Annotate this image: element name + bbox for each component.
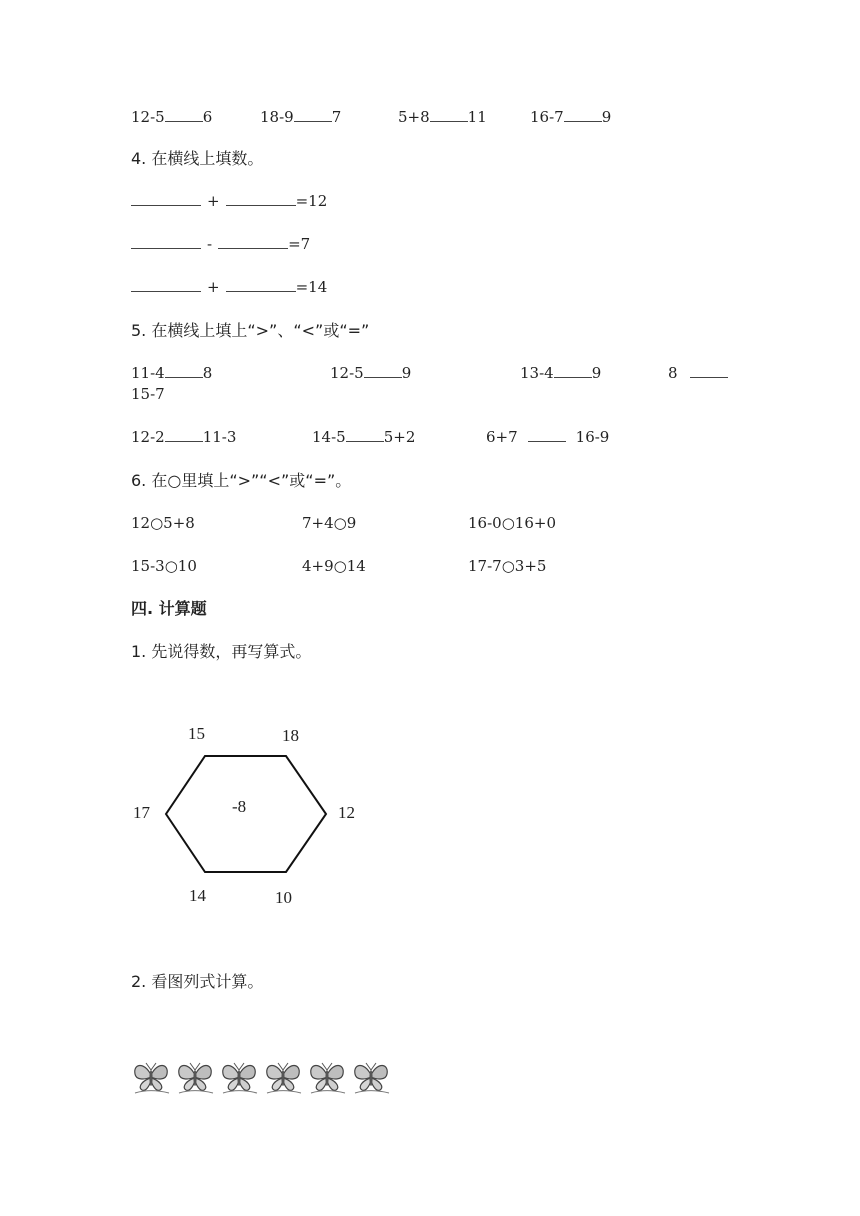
result: =12 xyxy=(295,192,328,210)
expr: 12-5 xyxy=(330,364,364,382)
expr: 12-5 xyxy=(131,108,165,126)
expr: 9 xyxy=(591,364,602,382)
q5-title: 5. 在横线上填上“>”、“<”或“=” xyxy=(131,321,370,340)
q6-item[interactable]: 7+4○9 xyxy=(302,514,357,532)
answer-blank[interactable] xyxy=(226,277,296,292)
expr: 5+8 xyxy=(398,108,430,126)
answer-blank[interactable] xyxy=(218,234,288,249)
answer-blank[interactable] xyxy=(364,363,402,378)
hex-number-left: 17 xyxy=(133,803,150,822)
expr: 18-9 xyxy=(260,108,294,126)
q5-item-wrap: 15-7 xyxy=(131,385,165,403)
section-title: 四. 计算题 xyxy=(131,599,207,618)
expr: 8 xyxy=(202,364,213,382)
top-row xyxy=(398,107,487,127)
top-row xyxy=(260,107,341,127)
q5-item xyxy=(330,363,411,383)
answer-blank[interactable] xyxy=(165,107,203,122)
hex-number-top-left: 15 xyxy=(188,724,205,743)
hexagon-figure xyxy=(160,750,335,880)
expr: 16-9 xyxy=(575,428,610,446)
expr: 5+2 xyxy=(383,428,416,446)
expr: 13-4 xyxy=(520,364,554,382)
q4-eq1 xyxy=(131,191,327,211)
q6-item[interactable]: 4+9○14 xyxy=(302,557,366,575)
butterfly-icon xyxy=(131,1060,171,1094)
q5-item xyxy=(131,363,212,383)
expr: 11-3 xyxy=(202,428,237,446)
answer-blank[interactable] xyxy=(528,427,566,442)
butterfly-icon xyxy=(219,1060,259,1094)
hex-center-operation: -8 xyxy=(232,797,247,816)
hex-number-bottom-left: 14 xyxy=(189,886,206,905)
answer-blank[interactable] xyxy=(131,191,201,206)
butterfly-icon xyxy=(175,1060,215,1094)
answer-blank[interactable] xyxy=(564,107,602,122)
answer-blank[interactable] xyxy=(430,107,468,122)
op: + xyxy=(207,192,220,210)
answer-blank[interactable] xyxy=(165,363,203,378)
answer-blank[interactable] xyxy=(554,363,592,378)
q6-item[interactable]: 17-7○3+5 xyxy=(468,557,547,575)
top-row xyxy=(131,107,212,127)
hex-number-top-right: 18 xyxy=(282,726,299,745)
expr: 11-4 xyxy=(131,364,165,382)
answer-blank[interactable] xyxy=(226,191,296,206)
answer-blank[interactable] xyxy=(165,427,203,442)
q4-title: 4. 在横线上填数。 xyxy=(131,149,264,168)
hex-number-right: 12 xyxy=(338,803,355,822)
expr: 11 xyxy=(467,108,487,126)
answer-blank[interactable] xyxy=(131,234,201,249)
q6-item[interactable]: 12○5+8 xyxy=(131,514,195,532)
q6-item[interactable]: 15-3○10 xyxy=(131,557,197,575)
q6-item[interactable]: 16-0○16+0 xyxy=(468,514,556,532)
expr: 14-5 xyxy=(312,428,346,446)
butterfly-icon xyxy=(307,1060,347,1094)
expr: 8 xyxy=(668,364,678,382)
expr: 9 xyxy=(401,364,412,382)
expr: 16-7 xyxy=(530,108,564,126)
hex-number-bottom-right: 10 xyxy=(275,888,292,907)
answer-blank[interactable] xyxy=(294,107,332,122)
q5-item xyxy=(486,427,609,447)
result: =14 xyxy=(295,278,328,296)
butterfly-icon xyxy=(351,1060,391,1094)
expr: 6+7 xyxy=(486,428,518,446)
answer-blank[interactable] xyxy=(131,277,201,292)
butterfly-icon xyxy=(263,1060,303,1094)
result: =7 xyxy=(288,235,311,253)
q5-item xyxy=(131,427,236,447)
c1-title: 1. 先说得数，再写算式。 xyxy=(131,642,312,661)
expr: 12-2 xyxy=(131,428,165,446)
q6-title: 6. 在○里填上“>”“<”或“=”。 xyxy=(131,471,352,490)
q4-eq2 xyxy=(131,234,310,254)
op: + xyxy=(207,278,220,296)
answer-blank[interactable] xyxy=(346,427,384,442)
q5-item xyxy=(312,427,415,447)
q5-item xyxy=(520,363,601,383)
expr: 6 xyxy=(202,108,213,126)
expr: 7 xyxy=(331,108,342,126)
answer-blank[interactable] xyxy=(690,363,728,378)
c2-title: 2. 看图列式计算。 xyxy=(131,972,264,991)
expr: 9 xyxy=(601,108,612,126)
top-row xyxy=(530,107,611,127)
q5-item xyxy=(668,363,728,383)
q4-eq3 xyxy=(131,277,327,297)
op: - xyxy=(207,235,213,253)
